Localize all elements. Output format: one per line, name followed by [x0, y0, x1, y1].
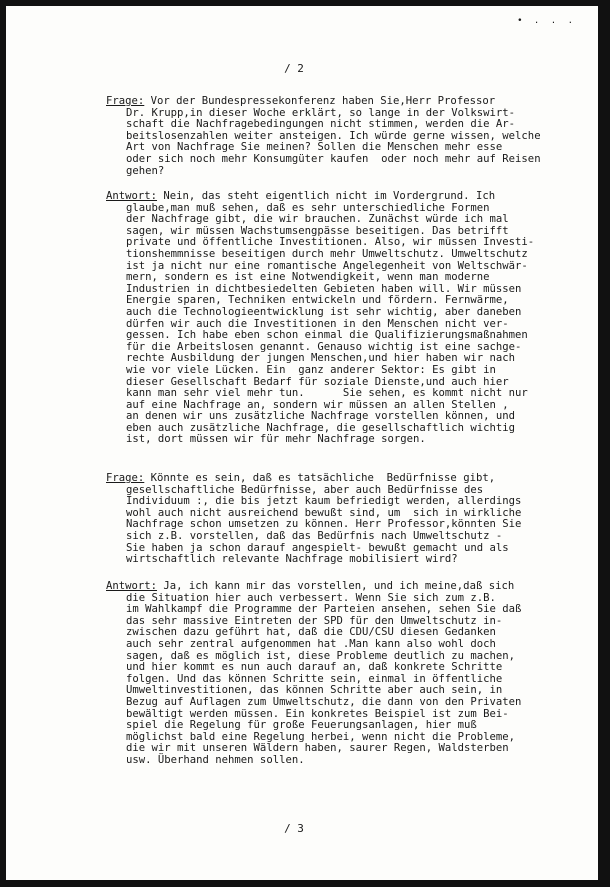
line-text: sagen, daß es möglich ist, diese Probleme deutlich zu machen, [126, 649, 516, 662]
line-text: spiel die Regelung für große Feuerungsanlagen, hier muß [126, 719, 477, 732]
line-text: möglichst bald eine Regelung herbei, wenn nicht die Probleme, [126, 730, 516, 743]
line-text: dieser Gesellschaft Bedarf für soziale Dienste,und auch hier [126, 375, 509, 388]
line-text: Könnte es sein, daß es tatsächliche Bedürfnisse gibt, [150, 472, 496, 484]
page-footer-number: / 3 [284, 822, 304, 835]
line-text: oder sich noch mehr Konsumgüter kaufen oder noch mehr auf Reisen [126, 152, 541, 165]
text-line [106, 434, 586, 446]
document-page [6, 6, 598, 880]
line-text: wirtschaftlich relevante Nachfrage mobilisiert wird? [126, 553, 458, 566]
line-text: glaube,man muß sehen, daß es sehr unterschiedliche Formen [126, 201, 490, 214]
text-line [106, 554, 586, 566]
line-text: kann man sehr viel mehr tun. Sie sehen, es kommt nicht nur [126, 387, 528, 400]
line-text: Nachfrage schon umsetzen zu können. Herr Professor,könnten Sie [126, 518, 522, 531]
line-text: Vor der Bundespressekonferenz haben Sie,Herr Professor [150, 95, 496, 107]
line-text: sagen, wir müssen Wachstumsengpässe beseitigen. Das betrifft [126, 224, 509, 237]
line-text: eben auch zusätzliche Nachfrage, die gesellschaftlich wichtig [126, 421, 516, 434]
line-text: rechte Ausbildung der jungen Menschen,und hier haben wir nach [126, 352, 516, 365]
line-text: folgen. Und das können Schritte sein, einmal in öffentliche [126, 672, 503, 685]
line-text: Individuum :, die bis jetzt kaum befriedigt werden, allerdings [126, 495, 522, 508]
line-text: gesellschaftliche Bedürfnisse, aber auch Bedürfnisse des [126, 483, 484, 496]
line-text: die wir mit unseren Wäldern haben, saurer Regen, Waldsterben [126, 742, 509, 755]
speaker-label: Frage: [106, 472, 145, 484]
line-text: auch die Technologieentwicklung ist sehr wichtig, aber daneben [126, 305, 522, 318]
line-text: Nein, das steht eigentlich nicht im Vordergrund. Ich [163, 190, 496, 202]
line-text: mern, sondern es ist eine Notwendigkeit, wenn man moderne [126, 271, 490, 284]
speaker-label: Frage: [106, 95, 145, 107]
line-text: auch sehr zentral aufgenommen hat .Man kann also wohl doch [126, 637, 496, 650]
line-text: wie vor viele Lücken. Ein ganz anderer Sektor: Es gibt in [126, 363, 496, 376]
question-block-2 [106, 473, 586, 566]
answer-block-2 [106, 581, 586, 767]
line-text: zwischen dazu geführt hat, daß die CDU/CSU diesen Gedanken [126, 626, 496, 639]
line-text: Bezug auf Auflagen zum Umweltschutz, die dann von den Privaten [126, 695, 522, 708]
line-text: Ja, ich kann mir das vorstellen, und ich meine,daß sich [163, 580, 515, 592]
line-text: der Nachfrage gibt, die wir brauchen. Zunächst würde ich mal [126, 213, 509, 226]
line-text: ist ja nicht nur eine romantische Angelegenheit von Weltschwär- [126, 259, 528, 272]
question-block-1 [106, 96, 586, 177]
line-text: im Wahlkampf die Programme der Parteien ansehen, sehen Sie daß [126, 603, 522, 616]
line-text: schaft die Nachfragebedingungen nicht stimmen, werden die Ar- [126, 118, 516, 131]
answer-block-1 [106, 191, 586, 446]
line-text: dürfen wir auch die Investitionen in den Menschen nicht ver- [126, 317, 509, 330]
line-text: die Situation hier auch verbessert. Wenn Sie sich zum z.B. [126, 591, 496, 604]
line-text: gehen? [126, 164, 165, 177]
corner-mark: • . . . [517, 16, 576, 26]
line-text: Art von Nachfrage Sie meinen? Sollen die Menschen mehr esse [126, 141, 503, 154]
line-text: usw. Überhand nehmen sollen. [126, 753, 305, 766]
line-text: an denen wir uns zusätzliche Nachfrage vorstellen können, und [126, 410, 516, 423]
line-text: Umweltinvestitionen, das können Schritte aber auch sein, in [126, 684, 503, 697]
speaker-label: Antwort: [106, 580, 158, 592]
line-text: Industrien in dichtbesiedelten Gebieten haben will. Wir müssen [126, 282, 522, 295]
line-text: Dr. Krupp,in dieser Woche erklärt, so lange in der Volkswirt- [126, 106, 516, 119]
page-header-number: / 2 [284, 62, 304, 75]
line-text: für die Arbeitslosen genannt. Genauso wichtig ist eine sachge- [126, 340, 522, 353]
line-text: bewältigt werden müssen. Ein konkretes Beispiel ist zum Bei- [126, 707, 509, 720]
line-text: Energie sparen, Techniken entwickeln und fördern. Fernwärme, [126, 294, 509, 307]
line-text: auf eine Nachfrage an, sondern wir müssen an allen Stellen , [126, 398, 509, 411]
line-text: ist, dort müssen wir für mehr Nachfrage sorgen. [126, 433, 426, 446]
text-line [106, 154, 586, 166]
line-text: beitslosenzahlen weiter ansteigen. Ich würde gerne wissen, welche [126, 129, 541, 142]
line-text: private und öffentliche Investitionen. Also, wir müssen Investi- [126, 236, 535, 249]
line-text: das sehr massive Eintreten der SPD für den Umweltschutz in- [126, 614, 503, 627]
line-text: sich z.B. vorstellen, daß das Bedürfnis nach Umweltschutz - [126, 529, 503, 542]
line-text: gessen. Ich habe eben schon einmal die Qualifizierungsmaßnahmen [126, 329, 528, 342]
line-text: tionshemmnisse beseitigen durch mehr Umweltschutz. Umweltschutz [126, 247, 528, 260]
line-text: wohl auch nicht ausreichend bewußt sind, um sich in wirkliche [126, 506, 522, 519]
text-line [106, 166, 586, 178]
text-line [106, 755, 586, 767]
line-text: Sie haben ja schon darauf angespielt- bewußt gemacht und als [126, 541, 509, 554]
speaker-label: Antwort: [106, 190, 158, 202]
line-text: und hier kommt es nun auch darauf an, daß konkrete Schritte [126, 661, 503, 674]
